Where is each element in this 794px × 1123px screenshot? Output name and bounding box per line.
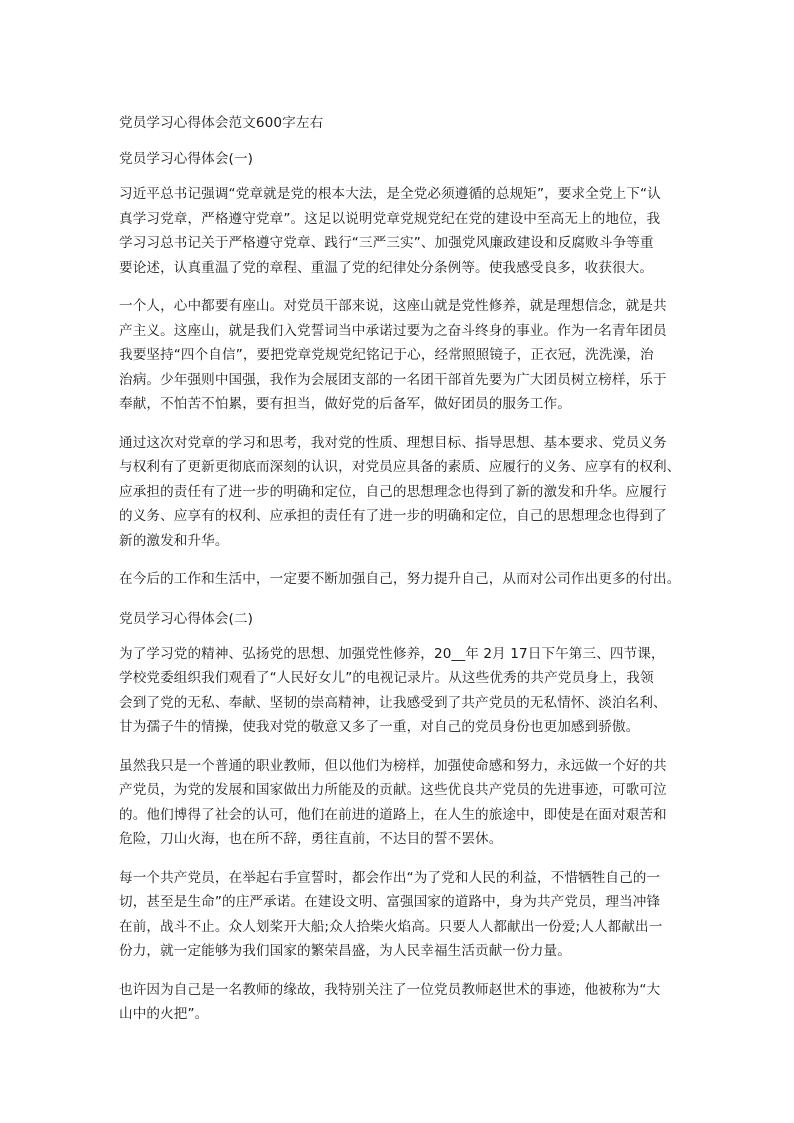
paragraph-line: 要论述，认真重温了党的章程、重温了党的纪律处分条例等。使我感受良多，收获很大。: [119, 259, 654, 276]
paragraph-line: 危险，刀山火海，也在所不辞，勇往直前，不达目的誓不罢休。: [119, 831, 503, 847]
paragraph-line: 为了学习党的精神、弘扬党的思想、加强党性修养，20__年 2月 17日下午第三、四节课，: [119, 645, 665, 662]
paragraph-line: 与权利有了更新更彻底而深刻的认识，对党员应具备的素质、应履行的义务、应享有的权利、: [119, 459, 681, 475]
document-title: 党员学习心得体会范文600字左右: [119, 115, 324, 131]
paragraph-line: 的义务、应享有的权利、应承担的责任有了进一步的明确和定位，自己的思想理念也得到了: [119, 508, 667, 524]
paragraph-line: 在前，战斗不止。众人划桨开大船;众人拾柴火焰高。只要人人都献出一份爱;人人都献出一: [119, 918, 663, 935]
paragraph-line: 会到了党的无私、奉献、坚韧的崇高精神，让我感受到了共产党员的无私情怀、淡泊名利、: [119, 694, 667, 711]
paragraph-line: 也许因为自己是一名教师的缘故，我特别关注了一位党员教师赵世术的事迹，他被称为“大: [119, 981, 661, 998]
paragraph-line: 切，甚至是生命”的庄严承诺。在建设文明、富强国家的道路中，身为共产党员，理当冲锋: [119, 894, 661, 910]
paragraph-line: 治病。少年强则中国强，我作为会展团支部的一名团干部首先要为广大团员树立榜样，乐于: [119, 371, 667, 388]
paragraph-line: 我要坚持“四个自信”，要把党章党规党纪铭记于心，经常照照镜子，正衣冠，洗洗澡，治: [119, 347, 654, 363]
paragraph-line: 在今后的工作和生活中，一定要不断加强自己，努力提升自己，从而对公司作出更多的付出。: [119, 571, 681, 587]
paragraph-line: 学校党委组织我们观看了“人民好女儿”的电视记录片。从这些优秀的共产党员身上，我领: [119, 670, 654, 686]
paragraph-line: 一个人，心中都要有座山。对党员干部来说，这座山就是党性修养，就是理想信念，就是共: [119, 298, 667, 314]
paragraph-line: 学习习总书记关于严格遵守党章、践行“三严三实”、加强党风廉政建设和反腐败斗争等重: [119, 235, 654, 251]
paragraph-line: 每一个共产党员，在举起右手宣誓时，都会作出“为了党和人民的利益，不惜牺牲自己的一: [119, 869, 661, 886]
paragraph-3: [119, 431, 685, 554]
paragraph-line: 产主义。这座山，就是我们入党誓词当中承诺过要为之奋斗终身的事业。作为一名青年团员: [119, 322, 667, 339]
paragraph-line: 产党员，为党的发展和国家做出力所能及的贡献。这些优良共产党员的先进事迹，可歌可泣: [119, 782, 667, 798]
paragraph-5: [119, 642, 685, 740]
paragraph-line: 甘为孺子牛的情操，使我对党的敬意又多了一重，对自己的党员身份也更加感到骄傲。: [119, 719, 640, 735]
paragraph-line: 真学习党章，严格遵守党章”。这足以说明党章党规党纪在党的建设中至高无上的地位，我: [119, 210, 661, 227]
document-page: [119, 110, 685, 1041]
paragraph-line: 的。他们博得了社会的认可，他们在前进的道路上，在人生的旅途中，即使是在面对艰苦和: [119, 806, 667, 823]
paragraph-6: [119, 754, 685, 852]
paragraph-1: [119, 182, 685, 280]
paragraph-4: [119, 567, 685, 592]
paragraph-7: [119, 866, 685, 964]
paragraph-line: 通过这次对党章的学习和思考，我对党的性质、理想目标、指导思想、基本要求、党员义务: [119, 434, 667, 451]
paragraph-line: 份力，就一定能够为我们国家的繁荣昌盛，为人民幸福生活贡献一份力量。: [119, 943, 571, 959]
section-heading-2: 党员学习心得体会(二): [119, 610, 254, 627]
paragraph-2: [119, 294, 685, 417]
section-heading-1: 党员学习心得体会(一): [119, 151, 254, 167]
paragraph-line: 奉献，不怕苦不怕累，要有担当，做好党的后备军，做好团员的服务工作。: [119, 396, 571, 412]
paragraph-line: 应承担的责任有了进一步的明确和定位，自己的思想理念也得到了新的激发和升华。应履行: [119, 483, 667, 500]
paragraph-line: 习近平总书记强调“党章就是党的根本大法，是全党必须遵循的总规矩”，要求全党上下“认: [119, 186, 661, 202]
paragraph-line: 山中的火把”。: [119, 1006, 209, 1022]
paragraph-8: [119, 978, 685, 1027]
paragraph-line: 新的激发和升华。: [119, 532, 229, 549]
paragraph-line: 虽然我只是一个普通的职业教师，但以他们为榜样，加强使命感和努力，永远做一个好的共: [119, 757, 667, 774]
